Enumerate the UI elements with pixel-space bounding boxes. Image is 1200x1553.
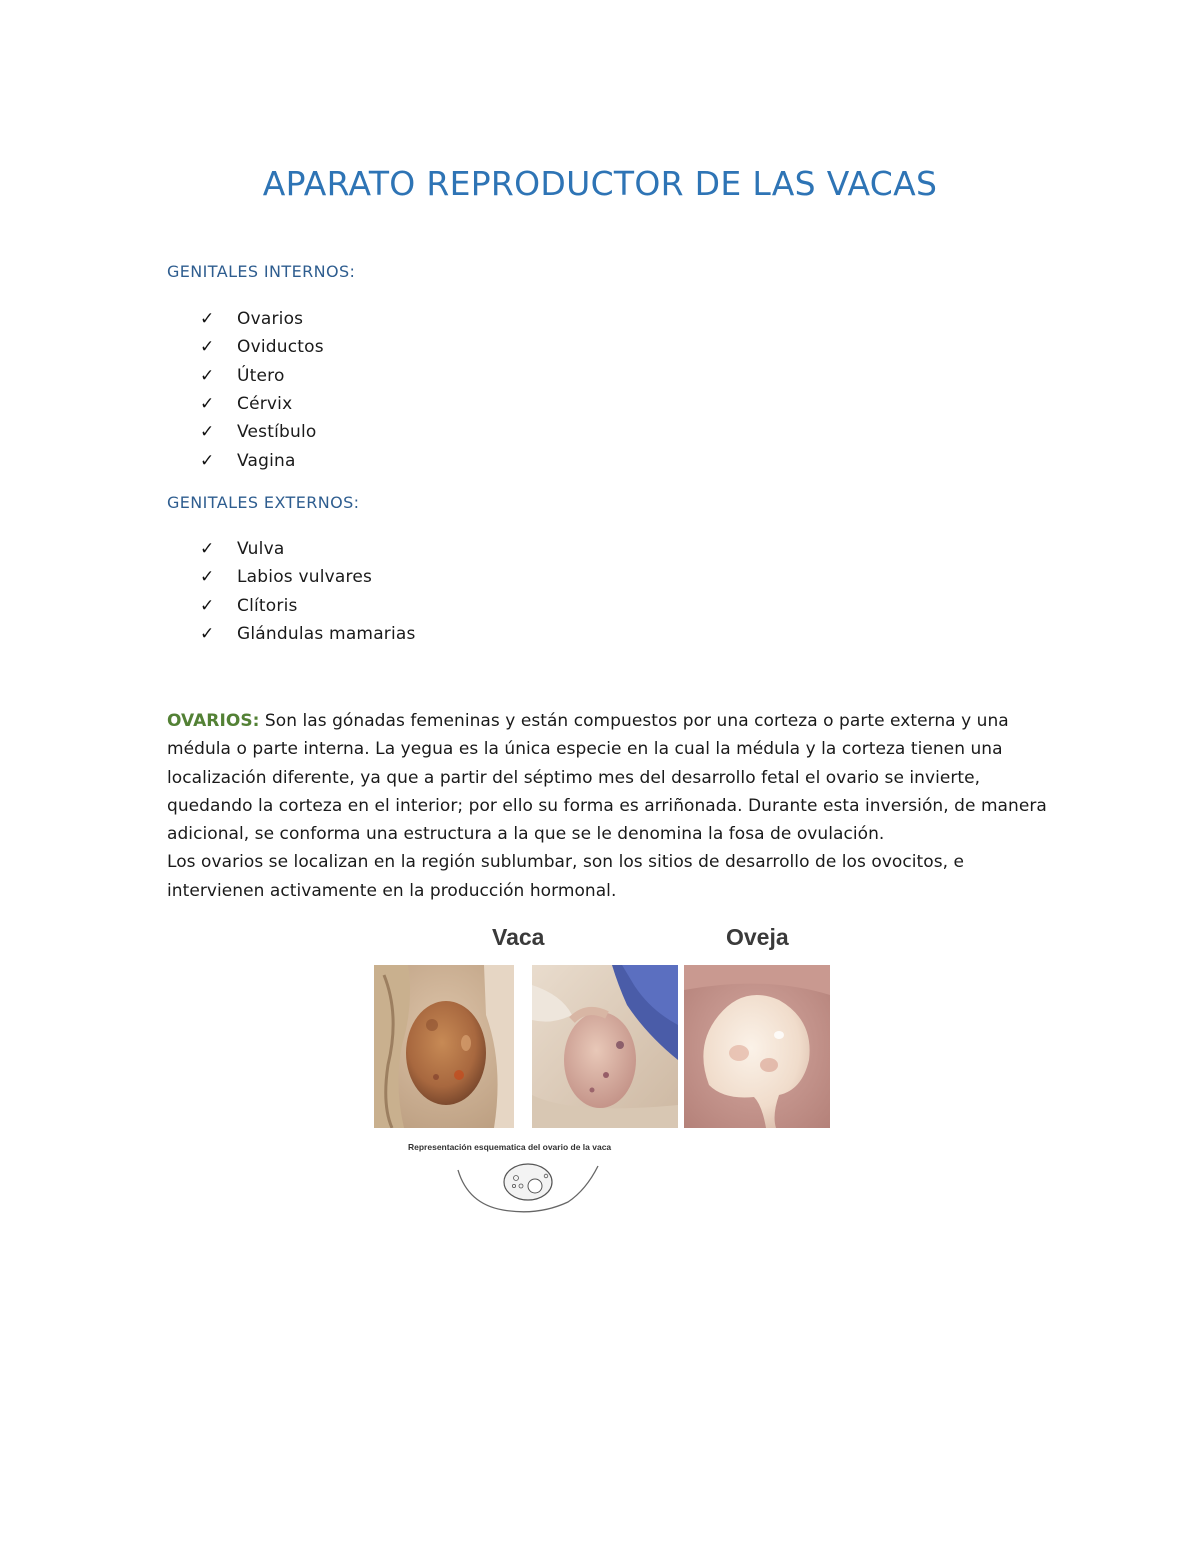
list-item-label: Vestíbulo	[237, 422, 317, 443]
list-item	[200, 563, 416, 591]
list-item-label: Ovarios	[237, 309, 304, 330]
cow-ovary-photo-2	[532, 965, 678, 1128]
check-mark-icon: ✓	[200, 422, 215, 443]
ovary-figure	[372, 920, 834, 1220]
schematic-caption: Representación esquematica del ovario de la vaca	[408, 1142, 612, 1152]
heading-genitales-externos: GENITALES EXTERNOS:	[167, 493, 360, 512]
list-item-label: Útero	[237, 365, 285, 386]
list-item	[200, 418, 324, 446]
ovary-schematic	[408, 1142, 658, 1222]
list-item	[200, 446, 324, 474]
heading-genitales-internos: GENITALES INTERNOS:	[167, 262, 356, 281]
list-item	[200, 620, 416, 648]
list-item-label: Vulva	[237, 539, 285, 560]
list-item	[200, 535, 416, 563]
ovarios-lead: OVARIOS:	[167, 711, 260, 731]
list-item-label: Labios vulvares	[237, 567, 373, 588]
list-genitales-externos	[200, 535, 416, 648]
list-genitales-internos	[200, 305, 324, 475]
list-item	[200, 362, 324, 390]
page-title: APARATO REPRODUCTOR DE LAS VACAS	[262, 164, 938, 203]
ovarios-text: Son las gónadas femeninas y están compuestos por una corteza o parte externa y una médula o parte interna. La yegua es la única especie en la cual la médula y la corteza tienen una localización diferente, ya que a partir del séptimo mes del desarrollo fetal el ovario se invierte, quedando la corteza en el interior; por ello su forma es arriñonada. Durante esta inversión, de manera adicional, se conforma una estructura a la que se le denomina la fosa de ovulación.	[167, 711, 1047, 845]
list-item-label: Glándulas mamarias	[237, 624, 416, 645]
ovarios-text-2: Los ovarios se localizan en la región sublumbar, son los sitios de desarrollo de los ovocitos, e intervienen activamente en la producción hormonal.	[167, 852, 965, 901]
cow-ovary-photo	[374, 965, 514, 1128]
check-mark-icon: ✓	[200, 309, 215, 330]
list-item-label: Clítoris	[237, 595, 298, 616]
figure-label-vaca: Vaca	[492, 924, 545, 950]
check-mark-icon: ✓	[200, 539, 215, 560]
list-item	[200, 305, 324, 333]
check-mark-icon: ✓	[200, 365, 215, 386]
ovary-schematic-drawing	[408, 1142, 658, 1222]
check-mark-icon: ✓	[200, 394, 215, 415]
check-mark-icon: ✓	[200, 624, 215, 645]
ovarios-paragraph	[167, 707, 1047, 905]
check-mark-icon: ✓	[200, 450, 215, 471]
figure-label-oveja: Oveja	[726, 924, 789, 950]
sheep-ovary-photo	[684, 965, 830, 1128]
list-item-label: Oviductos	[237, 337, 324, 358]
check-mark-icon: ✓	[200, 337, 215, 358]
check-mark-icon: ✓	[200, 595, 215, 616]
check-mark-icon: ✓	[200, 567, 215, 588]
list-item	[200, 390, 324, 418]
list-item-label: Vagina	[237, 450, 296, 471]
list-item	[200, 592, 416, 620]
list-item	[200, 333, 324, 361]
list-item-label: Cérvix	[237, 394, 293, 415]
